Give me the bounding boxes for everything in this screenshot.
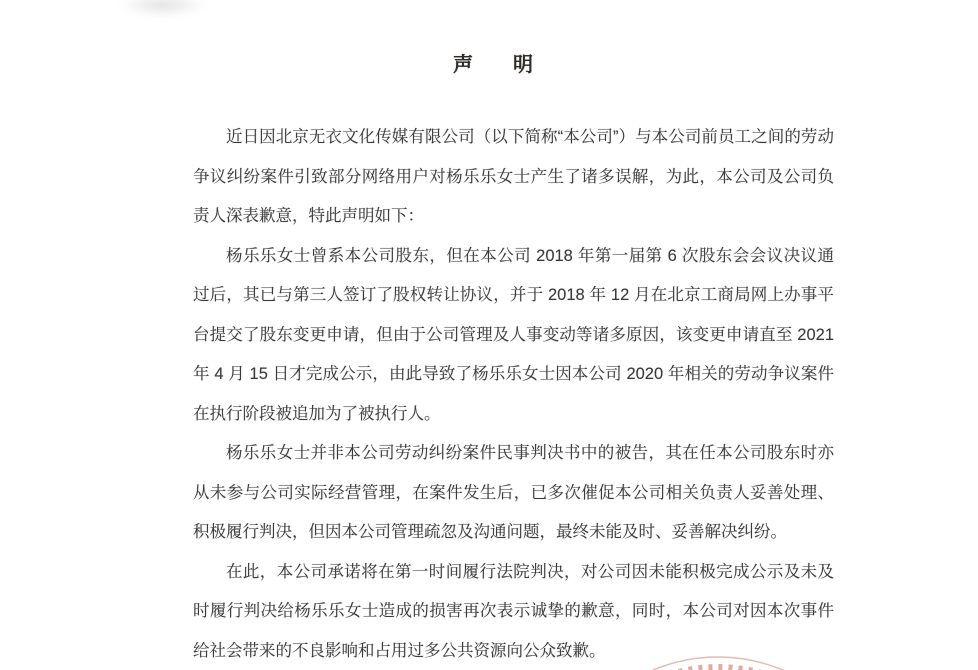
document-title: 声明	[453, 54, 573, 76]
statement-body	[193, 118, 834, 670]
statement-paragraph: 杨乐乐女士并非本公司劳动纠纷案件民事判决书中的被告，其在任本公司股东时亦从未参与公司实际经营管理，在案件发生后，已多次催促本公司相关负责人妥善处理、积极履行判决，但因本公司管理疏忽及沟通问题，最终未能及时、妥善解决纠纷。	[193, 444, 834, 541]
statement-paragraph: 近日因北京无衣文化传媒有限公司（以下简称“本公司”）与本公司前员工之间的劳动争议纠纷案件引致部分网络用户对杨乐乐女士产生了诸多误解，为此，本公司及公司负责人深表歉意，特此声明如下：	[193, 128, 834, 225]
statement-paragraph: 杨乐乐女士曾系本公司股东，但在本公司 2018 年第一届第 6 次股东会会议决议通过后，其已与第三人签订了股权转让协议，并于 2018 年 12 月在北京工商局网上办事平台提交了股东变更申请，但由于公司管理及人事变动等诸多原因，该变更申请直至 2021 年 4 月 15 日才完成公示，由此导致了杨乐乐女士因本公司 2020 年相关的劳动争议案件在执行阶段被追加为了被执行人。	[193, 246, 834, 423]
statement-paragraph: 在此，本公司承诺将在第一时间履行法院判决，对公司因未能积极完成公示及未及时履行判决给杨乐乐女士造成的损害再次表示诚挚的歉意，同时，本公司对因本次事件给社会带来的不良影响和占用过多公共资源向公众致歉。	[193, 562, 834, 660]
